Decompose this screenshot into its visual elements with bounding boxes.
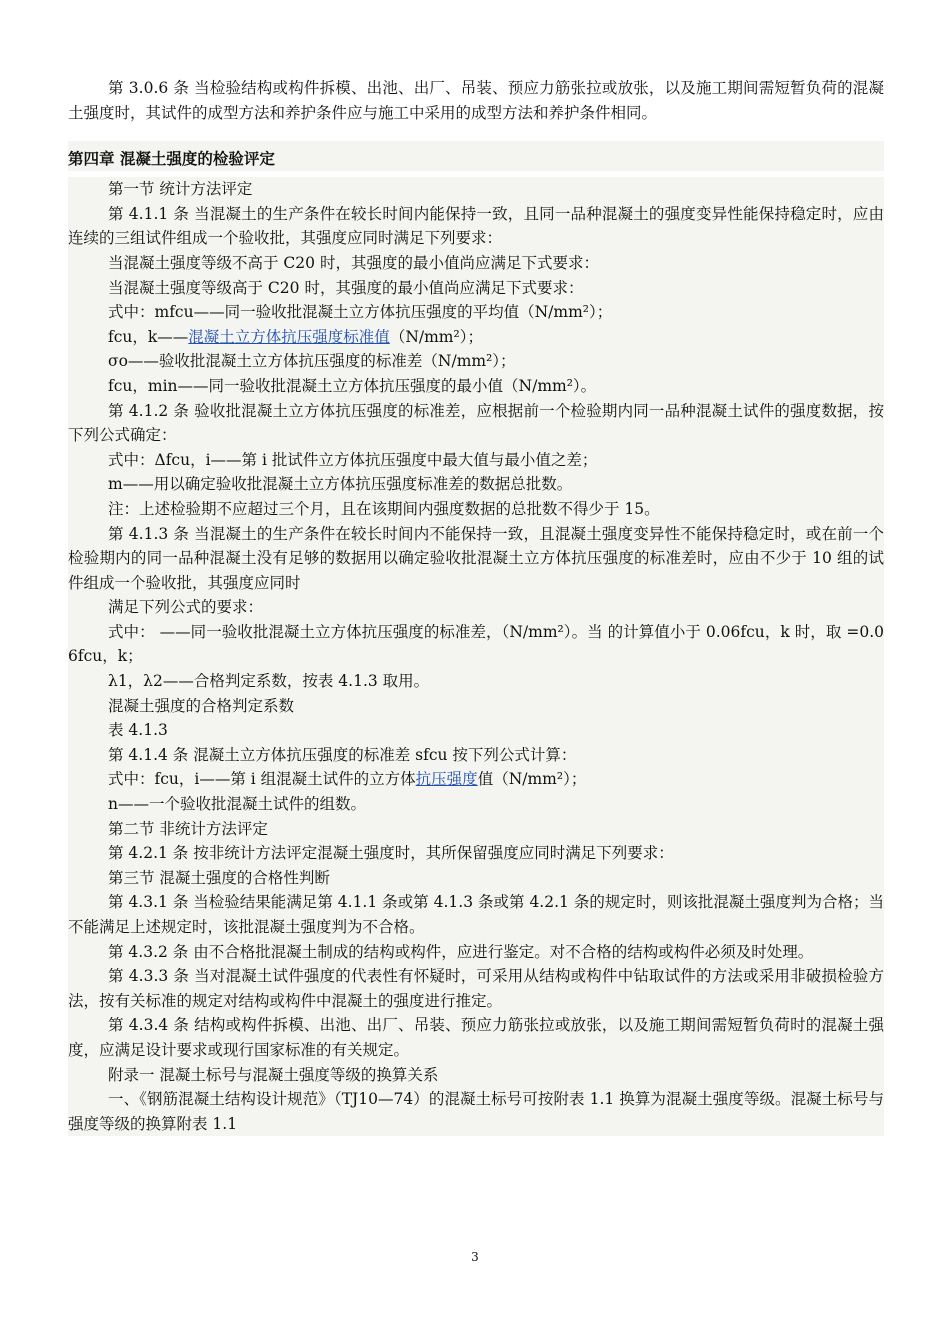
clause-3-0-6-block (68, 76, 884, 125)
clause-4-1-1-b: 当混凝土强度等级高于 C20 时，其强度的最小值尚应满足下式要求： (108, 278, 584, 297)
clause-4-3-1: 第 4.3.1 条 当检验结果能满足第 4.1.1 条或第 4.1.3 条或第 4.2.1 条的规定时，则该批混凝土强度判为合格；当不能满足上述规定时，该批混凝土强度判为不合格。 (68, 893, 884, 936)
chapter-4-body (68, 177, 884, 1136)
page-number: 3 (471, 1250, 479, 1264)
document-page (68, 76, 884, 1136)
clause-4-1-4-a-post: 值（N/mm²）； (477, 770, 587, 789)
clause-4-1-2: 第 4.1.2 条 验收批混凝土立方体抗压强度的标准差，应根据前一个检验期内同一品种混凝土试件的强度数据，按下列公式确定： (68, 401, 884, 445)
clause-4-1-1-c: 式中：mfcu——同一验收批混凝土立方体抗压强度的平均值（N/mm²）； (108, 303, 613, 322)
clause-4-1-2-b: m——用以确定验收批混凝土立方体抗压强度标准差的数据总批数。 (108, 475, 573, 494)
chapter-4-heading-block (68, 141, 884, 171)
clause-4-1-3-a: 满足下列公式的要求： (108, 598, 264, 617)
compressive-strength-link[interactable]: 抗压强度 (415, 770, 478, 789)
clause-4-1-4-a-pre: 式中：fcu，i——第 i 组混凝土试件的立方体 (108, 770, 416, 789)
appendix-1-title: 附录一 混凝土标号与混凝土强度等级的换算关系 (108, 1065, 439, 1084)
clause-4-1-4-b: n——一个验收批混凝土试件的组数。 (108, 795, 366, 814)
chapter-4-title: 第四章 混凝土强度的检验评定 (68, 150, 275, 169)
clause-4-1-1-f: fcu，min——同一验收批混凝土立方体抗压强度的最小值（N/mm²）。 (108, 376, 597, 395)
clause-4-1-1-d (68, 325, 884, 350)
clause-4-3-3: 第 4.3.3 条 当对混凝土试件强度的代表性有怀疑时，可采用从结构或构件中钻取试件的方法或采用非破损检验方法，按有关标准的规定对结构或构件中混凝土的强度进行推定。 (68, 967, 884, 1010)
clause-3-0-6: 第 3.0.6 条 当检验结构或构件拆模、出池、出厂、吊装、预应力筋张拉或放张，以及施工期间需短暂负荷的混凝土强度时，其试件的成型方法和养护条件应与施工中采用的成型方法和养护条件相同。 (68, 79, 884, 122)
clause-4-1-3: 第 4.1.3 条 当混凝土的生产条件在较长时间内不能保持一致，且混凝土强度变异性不能保持稳定时，或在前一个检验期内的同一品种混凝土没有足够的数据用以确定验收批混凝土立方体抗压强度的标准差时，应由不少于 10 组的试件组成一个验收批，其强度应同时 (68, 524, 884, 592)
clause-4-1-2-c: 注：上述检验期不应超过三个月，且在该期间内强度数据的总批数不得少于 15。 (108, 499, 660, 518)
appendix-1-paragraph-1: 一、《钢筋混凝土结构设计规范》（TJ10—74）的混凝土标号可按附表 1.1 换算为混凝土强度等级。混凝土标号与强度等级的换算附表 1.1 (68, 1090, 884, 1133)
clause-4-1-3-c: λ1，λ2——合格判定系数，按表 4.1.3 取用。 (108, 672, 430, 691)
clause-4-1-1-e: σo——验收批混凝土立方体抗压强度的标准差（N/mm²）； (108, 352, 516, 371)
clause-4-1-4: 第 4.1.4 条 混凝土立方体抗压强度的标准差 sfcu 按下列公式计算： (108, 745, 577, 764)
clause-4-3-4: 第 4.3.4 条 结构或构件拆模、出池、出厂、吊装、预应力筋张拉或放张，以及施工期间需短暂负荷时的混凝土强度，应满足设计要求或现行国家标准的有关规定。 (68, 1016, 884, 1059)
standard-value-link[interactable]: 混凝土立方体抗压强度标准值 (188, 327, 390, 346)
clause-4-1-1-d-pre: fcu，k—— (108, 327, 189, 346)
clause-4-2-1: 第 4.2.1 条 按非统计方法评定混凝土强度时，其所保留强度应同时满足下列要求： (108, 844, 674, 863)
clause-4-1-3-b: 式中： ——同一验收批混凝土立方体抗压强度的标准差，（N/mm²）。当 的计算值小于 0.06fcu，k 时，取 =0.06fcu，k； (68, 622, 884, 666)
clause-4-1-1: 第 4.1.1 条 当混凝土的生产条件在较长时间内能保持一致，且同一品种混凝土的强度变异性能保持稳定时，应由连续的三组试件组成一个验收批，其强度应同时满足下列要求： (68, 204, 884, 248)
section-2-title: 第二节 非统计方法评定 (108, 819, 268, 838)
clause-4-1-1-d-post: （N/mm²）； (389, 327, 483, 346)
clause-4-3-2: 第 4.3.2 条 由不合格批混凝土制成的结构或构件，应进行鉴定。对不合格的结构或构件必须及时处理。 (108, 942, 814, 961)
clause-4-1-1-a: 当混凝土强度等级不高于 C20 时，其强度的最小值尚应满足下式要求： (108, 253, 599, 272)
section-3-title: 第三节 混凝土强度的合格性判断 (108, 868, 330, 887)
clause-4-1-4-a (68, 767, 884, 792)
section-1-title: 第一节 统计方法评定 (108, 180, 253, 199)
table-4-1-3-label: 表 4.1.3 (108, 721, 168, 740)
clause-4-1-2-a: 式中：Δfcu，i——第 i 批试件立方体抗压强度中最大值与最小值之差； (108, 450, 598, 469)
clause-4-1-3-d: 混凝土强度的合格判定系数 (108, 696, 295, 715)
